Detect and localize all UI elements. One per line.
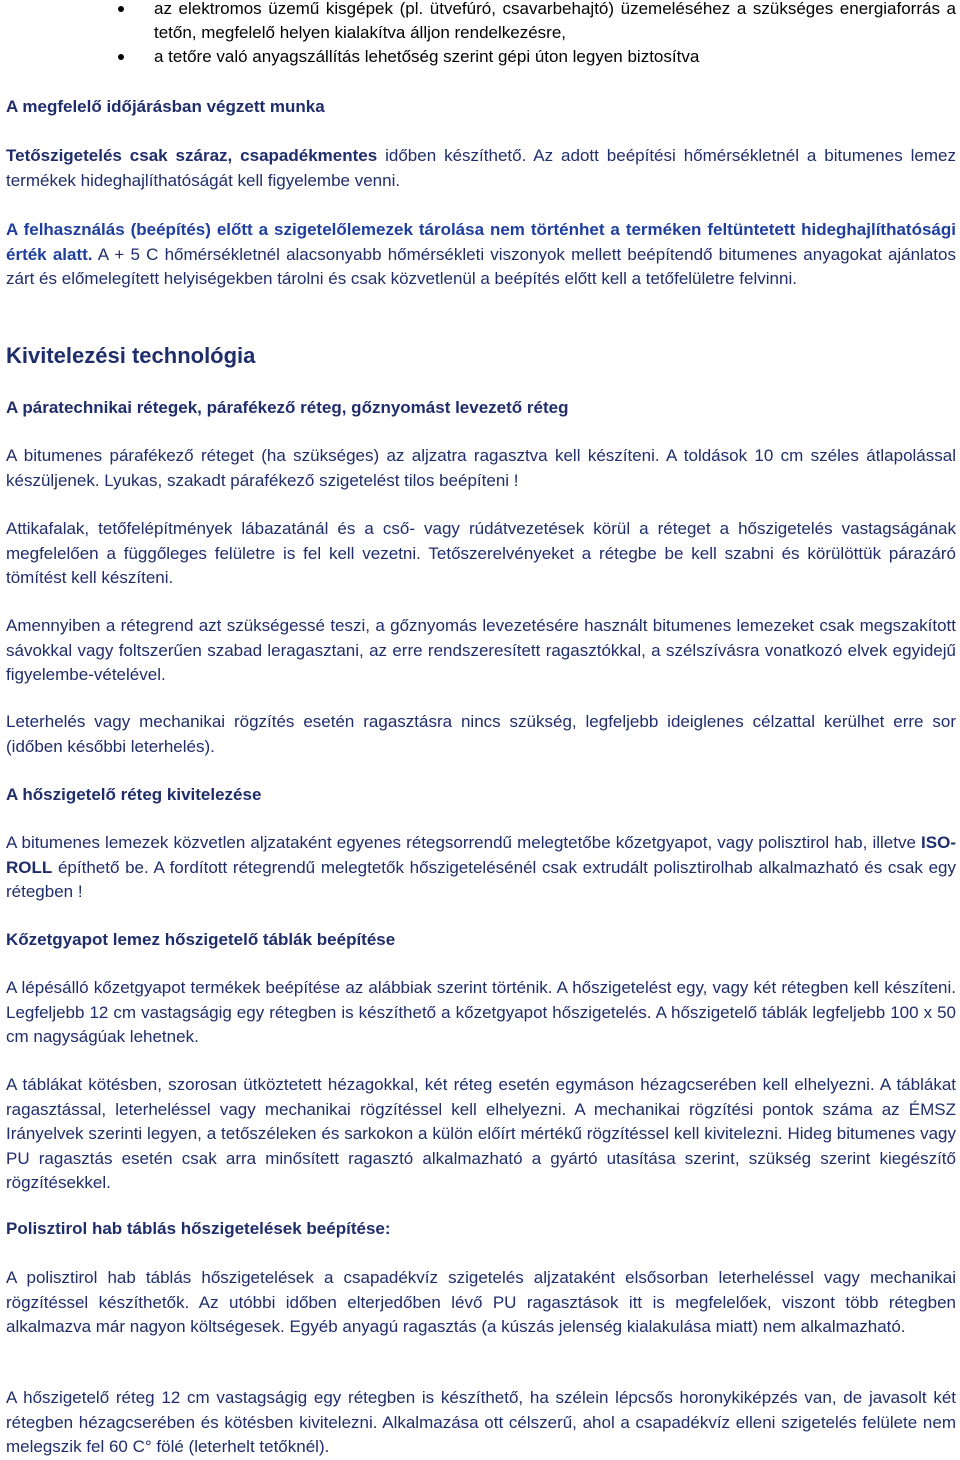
paragraph-insulation-text-c: építhető be. A fordított rétegrendű melegtetők hőszigetelésénél csak extrudált polisztirolhab alkalmazható és csak egy rétegben !: [6, 857, 956, 901]
bullet-icon: [118, 6, 124, 12]
paragraph-vapor-3: Amennyiben a rétegrend azt szükségessé teszi, a gőznyomás levezetésére használt bitumenes lemezeket csak megszakított sávokkal vagy foltszerűen szabad leragasztani, az erre rendszeresített ragasztókkal, a szélszívásra vonatkozó elvek egyidejű figyelembe-vételével.: [6, 616, 956, 684]
section-title: Kivitelezési technológia: [6, 343, 256, 368]
weather-paragraph-1: [6, 144, 956, 193]
bullet-icon: [118, 54, 124, 60]
list-item: [6, 0, 956, 45]
list-item-text: a tetőre való anyagszállítás lehetőség szerint gépi úton legyen biztosítva: [154, 47, 700, 66]
paragraph-insulation-text-a: A bitumenes lemezek közvetlen aljzataként egyenes rétegsorrendű melegtetőbe kőzetgyapot, vagy polisztirol hab, illetve: [6, 833, 922, 852]
subheading-insulation-layer: A hőszigetelő réteg kivitelezése: [6, 785, 262, 804]
paragraph-polystyrene-2: A hőszigetelő réteg 12 cm vastagságig egy rétegben is készíthető, ha szélein lépcsős horonykiképzés van, de javasolt két rétegben hézagcserében és kötésben kivitelezni. Alkalmazása ott célszerű, ahol a csapadékvíz elleni szigetelés felülete nem melegszik fel 60 C° fölé (leterhelt tetőknél).: [6, 1388, 956, 1456]
paragraph-rockwool-1: A lépésálló kőzetgyapot termékek beépítése az alábbiak szerint történik. A hőszigetelést egy, vagy két rétegben kell készíteni. Legfeljebb 12 cm vastagságig egy rétegben is készíthető a kőzetgyapot hőszigetelés. A hőszigetelő táblák legfeljebb 100 x 50 cm nagyságúak lehetnek.: [6, 978, 956, 1046]
paragraph-vapor-4: Leterhelés vagy mechanikai rögzítés esetén ragasztásra nincs szükség, legfeljebb ideiglenes célzattal kerülhet erre sor (időben későbbi leterhelés).: [6, 712, 956, 756]
list-item-text: az elektromos üzemű kisgépek (pl. ütvefúró, csavarbehajtó) üzemeléséhez a szükséges energiaforrás a tetőn, megfelelő helyen kialakítva álljon rendelkezésre,: [154, 0, 956, 42]
paragraph-insulation: [6, 831, 956, 905]
paragraph-polystyrene-1: A polisztirol hab táblás hőszigetelések a csapadékvíz szigetelés aljzataként elsősorban leterheléssel vagy mechanikai rögzítéssel készíthetők. Az utóbbi időben elterjedőben lévő PU ragasztások itt is megfelelőek, viszont több rétegben alkalmazva már nagyon költségesek. Egyéb anyagú ragasztás (a kúszás jelenség kialakulása miatt) nem alkalmazható.: [6, 1268, 956, 1336]
product-name-iso-roll: ISO-ROLL: [6, 833, 956, 877]
weather-p1-bold: Tetőszigetelés csak száraz, csapadékmentes: [6, 146, 378, 165]
paragraph-vapor-2: Attikafalak, tetőfelépítmények lábazatánál és a cső- vagy rúdátvezetések körül a réteget a hőszigetelés vastagságának megfelelően a függőleges felületre is fel kell vezetni. Tetőszerelvényeket a rétegbe be kell szabni és körülöttük párazáró tömítést kell készíteni.: [6, 519, 956, 587]
weather-heading: A megfelelő időjárásban végzett munka: [6, 97, 325, 116]
weather-p2-text: A + 5 C hőmérsékletnél alacsonyabb hőmérsékleti viszonyok mellett beépítendő bitumenes anyagokat ajánlatos zárt és előmelegített helyiségekben tárolni és csak közvetlenül a beépítés előtt kell a tetőfelületre felvinni.: [6, 244, 956, 288]
bullet-list: [6, 0, 956, 69]
weather-p2-bold: A felhasználás (beépítés) előtt a szigetelőlemezek tárolása nem történhet a terméken feltüntetett hideghajlíthatósági érték alatt.: [6, 220, 956, 264]
list-item: [6, 45, 956, 69]
subheading-rockwool: Kőzetgyapot lemez hőszigetelő táblák beépítése: [6, 930, 396, 949]
weather-paragraph-2: [6, 218, 956, 292]
subheading-polystyrene: Polisztirol hab táblás hőszigetelések beépítése:: [6, 1219, 391, 1238]
subheading-vapor-layers: A páratechnikai rétegek, párafékező réteg, gőznyomást levezető réteg: [6, 398, 569, 417]
paragraph-vapor-1: A bitumenes párafékező réteget (ha szükséges) az aljzatra ragasztva kell készíteni. A toldások 10 cm széles átlapolással készüljenek. Lyukas, szakadt párafékező szigetelést tilos beépíteni !: [6, 446, 956, 490]
paragraph-rockwool-2: A táblákat kötésben, szorosan ütköztetett hézagokkal, két réteg esetén egymáson hézagcserében kell elhelyezni. A táblákat ragasztással, leterheléssel vagy mechanikai rögzítéssel kell elhelyezni. A mechanikai rögzítési pontok száma az ÉMSZ Irányelvek szerinti legyen, a tetőszéleken és sarkokon a külön előírt mértékű rögzítéssel kell kivitelezni. Hideg bitumenes vagy PU ragasztás esetén csak arra minősített ragasztó alkalmazható a gyártó utasítása szerint, szükség szerint kiegészítő rögzítésekkel.: [6, 1075, 956, 1192]
weather-p1-text: időben készíthető. Az adott beépítési hőmérsékletnél a bitumenes lemez termékek hideghajlíthatóságát kell figyelembe venni.: [6, 146, 956, 190]
